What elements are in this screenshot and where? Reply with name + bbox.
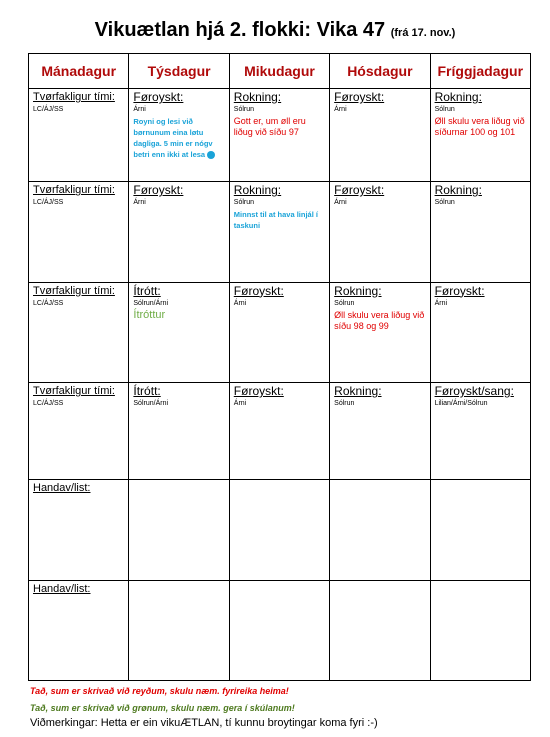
day-header-monday: Mánadagur <box>29 54 129 89</box>
cell-thursday <box>330 382 430 479</box>
cell-friday <box>430 382 530 479</box>
cell-wednesday <box>229 89 329 182</box>
cell-tuesday <box>129 580 229 680</box>
cell-thursday <box>330 282 430 382</box>
subject-label: Handav/list: <box>33 482 91 495</box>
teacher-label: Árni <box>233 399 247 407</box>
subject-label: Føroyskt: <box>233 383 284 398</box>
cell-tuesday <box>129 282 229 382</box>
assignment-note-text: Ítróttur <box>133 308 166 321</box>
subject-label: Rokning: <box>434 90 482 104</box>
page-title <box>0 19 550 42</box>
title-main: Vikuætlan hjá 2. flokki: Vika 47 <box>94 19 386 41</box>
cell-wednesday <box>229 480 329 580</box>
teacher-label: Sólrun/Árni <box>133 399 169 407</box>
weekly-schedule-table <box>28 53 531 681</box>
assignment-note-text: Royni og lesi við børnunum eina løtu dagliga. 5 min er nógv betri enn ikki at lesa <box>133 117 213 159</box>
cell-friday <box>430 89 530 182</box>
subject-label: Rokning: <box>233 90 282 104</box>
subject-label: Rokning: <box>434 183 482 198</box>
title-date-range: (frá 17. nov.) <box>390 27 456 39</box>
assignment-note <box>334 310 425 332</box>
cell-tuesday <box>129 89 229 182</box>
cell-thursday <box>330 580 430 680</box>
cell-wednesday <box>229 580 329 680</box>
subject-label: Føroyskt: <box>233 283 284 298</box>
day-header-friday: Fríggjadagur <box>430 54 530 89</box>
subject-label: Føroyskt/sang: <box>434 383 514 398</box>
subject-label: Føroyskt: <box>334 90 385 104</box>
teacher-label: LC/ÁJ/SS <box>33 299 64 307</box>
subject-label: Tvørfakligur tími: <box>33 384 115 397</box>
subject-label: Føroyskt: <box>434 283 485 298</box>
day-header-thursday: Hósdagur <box>330 54 430 89</box>
cell-monday <box>29 480 129 580</box>
teacher-label: Árni <box>334 199 347 207</box>
cell-wednesday <box>229 182 329 282</box>
cell-friday <box>430 480 530 580</box>
teacher-label: Sólrun <box>434 199 455 207</box>
cell-tuesday <box>129 182 229 282</box>
assignment-note <box>435 116 526 138</box>
cell-friday <box>430 580 530 680</box>
smiley-icon <box>207 151 215 159</box>
teacher-label: Árni <box>133 199 146 207</box>
cell-monday <box>29 182 129 282</box>
schedule-row <box>29 282 531 382</box>
teacher-label: Lilian/Árni/Sólrun <box>434 399 488 407</box>
cell-thursday <box>330 182 430 282</box>
teacher-label: LC/ÁJ/SS <box>33 199 64 207</box>
assignment-note <box>234 116 325 138</box>
footer-homework-note: Tað, sum er skrivað við reyðum, skulu næm. fyrireika heima! <box>30 686 289 696</box>
schedule-row <box>29 382 531 479</box>
day-header-row <box>29 54 531 89</box>
teacher-label: Árni <box>334 106 347 113</box>
schedule-row <box>29 580 531 680</box>
teacher-label: Sólrun <box>233 199 255 207</box>
subject-label: Føroyskt: <box>133 183 184 198</box>
subject-label: Føroyskt: <box>334 183 385 198</box>
day-header-wednesday: Mikudagur <box>229 54 329 89</box>
schedule-row <box>29 182 531 282</box>
teacher-label: Árni <box>133 106 146 113</box>
teacher-label: Sólrun <box>434 106 455 113</box>
assignment-note-text: Gott er, um øll eru liðug við síðu 97 <box>233 116 306 137</box>
assignment-note-text: Øll skulu vera liðug við síðurnar 100 og 101 <box>434 116 525 137</box>
footer-remarks: Viðmerkingar: Hetta er ein vikuÆTLAN, tí kunnu broytingar koma fyri :-) <box>30 717 378 729</box>
subject-label: Rokning: <box>334 283 382 298</box>
cell-monday <box>29 580 129 680</box>
teacher-label: Árni <box>434 299 448 307</box>
teacher-label: Árni <box>233 299 247 307</box>
subject-label: Føroyskt: <box>133 90 184 104</box>
cell-wednesday <box>229 282 329 382</box>
subject-label: Handav/list: <box>33 582 91 595</box>
cell-thursday <box>330 89 430 182</box>
subject-label: Ítrótt: <box>133 283 161 298</box>
cell-tuesday <box>129 382 229 479</box>
assignment-note <box>133 116 224 160</box>
footer-classwork-note: Tað, sum er skrivað við grønum, skulu næm. gera í skúlanum! <box>30 703 295 713</box>
subject-label: Rokning: <box>233 183 282 198</box>
day-header-tuesday: Týsdagur <box>129 54 229 89</box>
teacher-label: LC/ÁJ/SS <box>33 106 64 113</box>
schedule-row <box>29 480 531 580</box>
assignment-note <box>234 209 325 231</box>
cell-monday <box>29 282 129 382</box>
assignment-note-text: Minnst til at hava linjál í taskuni <box>233 210 318 231</box>
cell-friday <box>430 182 530 282</box>
teacher-label: Sólrun <box>334 299 355 307</box>
schedule-row <box>29 89 531 182</box>
teacher-label: LC/ÁJ/SS <box>33 399 64 407</box>
assignment-note-text: Øll skulu vera liðug við síðu 98 og 99 <box>334 309 425 331</box>
teacher-label: Sólrun <box>233 106 255 113</box>
assignment-note <box>133 309 224 322</box>
subject-label: Tvørfakligur tími: <box>33 184 115 197</box>
subject-label: Ítrótt: <box>133 383 161 398</box>
subject-label: Tvørfakligur tími: <box>33 284 115 297</box>
cell-friday <box>430 282 530 382</box>
cell-thursday <box>330 480 430 580</box>
cell-wednesday <box>229 382 329 479</box>
teacher-label: Sólrun/Árni <box>133 299 169 307</box>
subject-label: Rokning: <box>334 383 382 398</box>
subject-label: Tvørfakligur tími: <box>33 91 115 103</box>
cell-monday <box>29 89 129 182</box>
cell-tuesday <box>129 480 229 580</box>
cell-monday <box>29 382 129 479</box>
teacher-label: Sólrun <box>334 399 355 407</box>
